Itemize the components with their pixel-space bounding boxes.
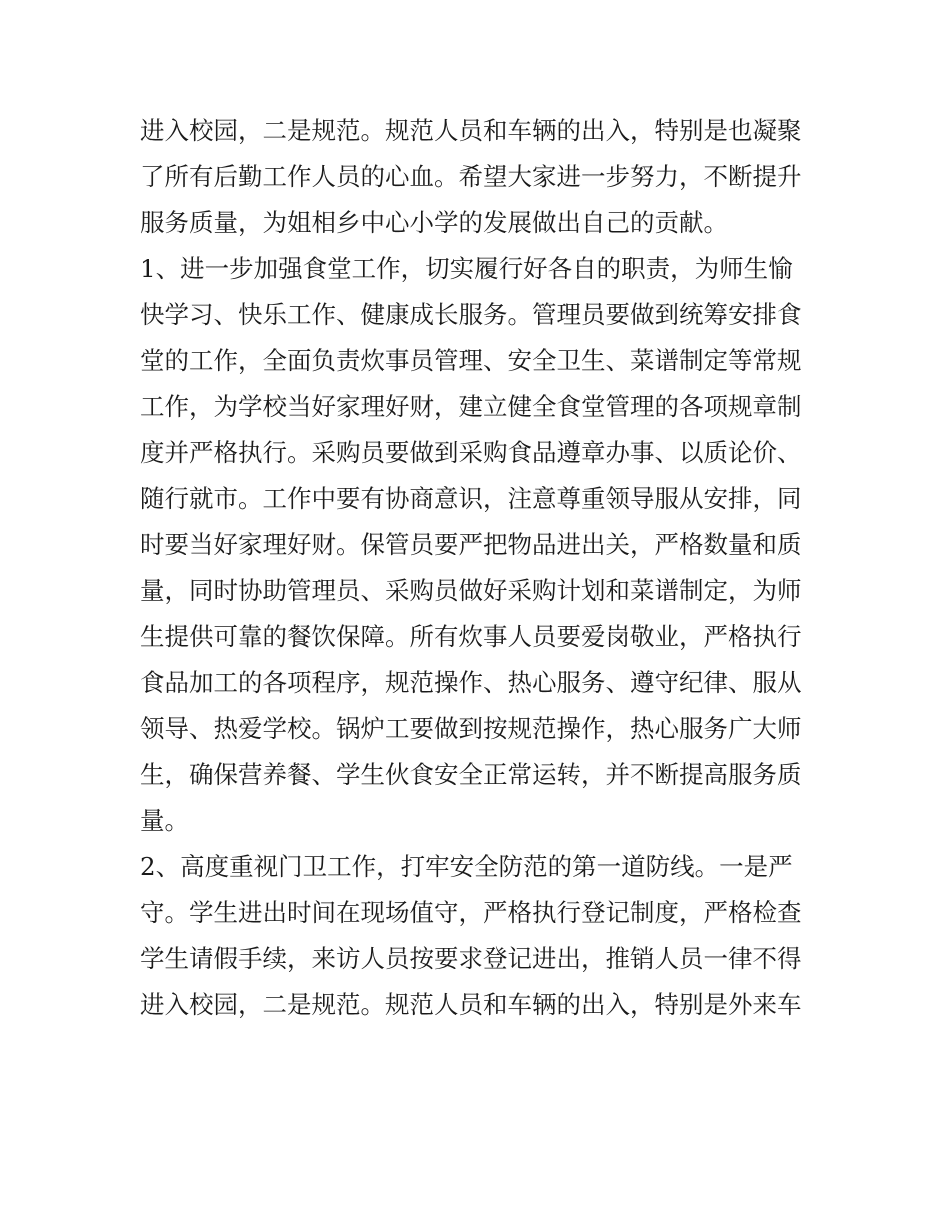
text-line: 食品加工的各项程序，规范操作、热心服务、遵守纪律、服从 [140, 668, 802, 697]
text-line: 领导、热爱学校。锅炉工要做到按规范操作，热心服务广大师 [140, 714, 802, 743]
text-line: 堂的工作，全面负责炊事员管理、安全卫生、菜谱制定等常规 [140, 346, 802, 375]
text-line: 2、高度重视门卫工作，打牢安全防范的第一道防线。一是严 [140, 852, 793, 881]
text-line: 生，确保营养餐、学生伙食安全正常运转，并不断提高服务质 [140, 760, 802, 789]
text-line: 时要当好家理好财。保管员要严把物品进出关，严格数量和质 [140, 530, 802, 559]
text-line: 学生请假手续，来访人员按要求登记进出，推销人员一律不得 [140, 944, 802, 973]
text-line: 1、进一步加强食堂工作，切实履行好各自的职责，为师生愉 [140, 254, 793, 283]
text-line: 工作，为学校当好家理好财，建立健全食堂管理的各项规章制 [140, 392, 802, 421]
paragraph-gate-security [140, 844, 820, 1028]
text-line: 随行就市。工作中要有协商意识，注意尊重领导服从安排，同 [140, 484, 802, 513]
text-line: 进入校园，二是规范。规范人员和车辆的出入，特别是也凝聚 [140, 116, 802, 145]
text-line: 度并严格执行。采购员要做到采购食品遵章办事、以质论价、 [140, 438, 802, 467]
text-line: 快学习、快乐工作、健康成长服务。管理员要做到统筹安排食 [140, 300, 802, 329]
text-line: 生提供可靠的餐饮保障。所有炊事人员要爱岗敬业，严格执行 [140, 622, 802, 651]
text-line: 进入校园，二是规范。规范人员和车辆的出入，特别是外来车 [140, 990, 802, 1019]
text-line: 量。 [140, 806, 189, 835]
paragraph-closing [140, 108, 820, 246]
text-line: 了所有后勤工作人员的心血。希望大家进一步努力，不断提升 [140, 162, 802, 191]
text-line: 服务质量，为姐相乡中心小学的发展做出自己的贡献。 [140, 208, 728, 237]
document-body [140, 108, 820, 1028]
text-line: 守。学生进出时间在现场值守，严格执行登记制度，严格检查 [140, 898, 802, 927]
text-line: 量，同时协助管理员、采购员做好采购计划和菜谱制定，为师 [140, 576, 802, 605]
paragraph-canteen-work [140, 246, 820, 844]
